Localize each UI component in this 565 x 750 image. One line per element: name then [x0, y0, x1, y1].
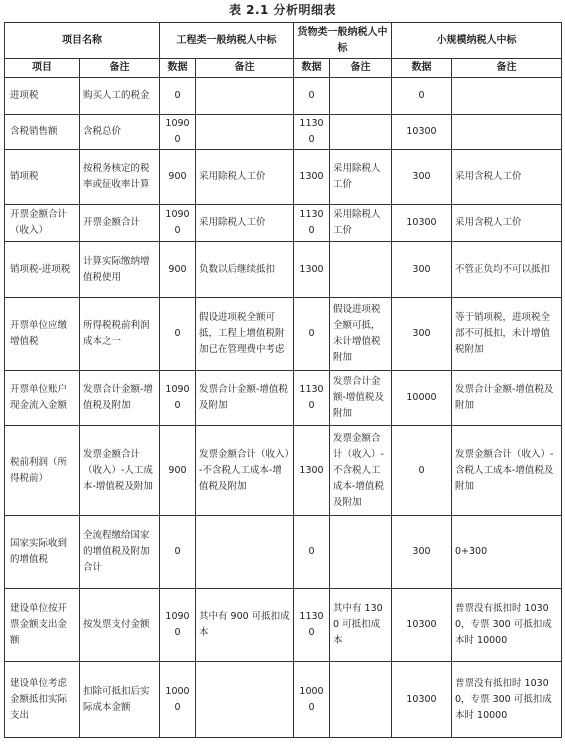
goods-value: 1300 — [294, 426, 330, 516]
eng-value: 0 — [160, 516, 196, 589]
goods-note — [330, 115, 392, 150]
goods-note — [330, 516, 392, 589]
small-note: 普票没有抵扣时 10300，专票 300 可抵扣成本时 10000 — [452, 589, 562, 662]
goods-note — [330, 662, 392, 738]
goods-value: 0 — [294, 298, 330, 371]
eng-note: 发票合计金额-增值税及附加 — [196, 371, 294, 426]
eng-note: 采用除税人工价 — [196, 150, 294, 205]
sub-header-row — [5, 59, 562, 78]
row-item: 销项税-进项税 — [5, 242, 80, 298]
goods-note: 其中有 1300 可抵扣成本 — [330, 589, 392, 662]
small-note: 等于销项税，进项税全部不可抵扣，未计增值税附加 — [452, 298, 562, 371]
goods-note: 假设进项税全额可抵，未计增值税附加 — [330, 298, 392, 371]
small-note: 采用含税人工价 — [452, 205, 562, 242]
goods-value: 11300 — [294, 589, 330, 662]
goods-note — [330, 78, 392, 115]
eng-value: 10900 — [160, 589, 196, 662]
eng-value: 10900 — [160, 371, 196, 426]
group-header-row — [5, 23, 562, 59]
table-row — [5, 371, 562, 426]
small-note: 发票金额合计（收入）-含税人工成本-增值税及附加 — [452, 426, 562, 516]
goods-value: 11300 — [294, 115, 330, 150]
small-note: 发票合计金额-增值税及附加 — [452, 371, 562, 426]
row-item: 含税销售额 — [5, 115, 80, 150]
goods-note: 发票金额合计（收入）-不含税人工成本-增值税及附加 — [330, 426, 392, 516]
row-note: 含税总价 — [80, 115, 160, 150]
subheader-item: 项目 — [5, 59, 80, 78]
subheader-eng-note: 备注 — [196, 59, 294, 78]
row-note: 按发票支付金额 — [80, 589, 160, 662]
row-item: 开票金额合计（收入） — [5, 205, 80, 242]
table-row — [5, 298, 562, 371]
small-value: 300 — [392, 516, 452, 589]
small-note — [452, 78, 562, 115]
goods-value: 1300 — [294, 150, 330, 205]
row-item: 税前利润（所得税前） — [5, 426, 80, 516]
row-item: 开票单位应缴增值税 — [5, 298, 80, 371]
header-goods-general: 货物类一般纳税人中标 — [294, 23, 392, 59]
row-note: 计算实际缴纳增值税使用 — [80, 242, 160, 298]
small-note — [452, 115, 562, 150]
small-value: 0 — [392, 426, 452, 516]
eng-note: 负数以后继续抵扣 — [196, 242, 294, 298]
small-value: 0 — [392, 78, 452, 115]
row-note: 扣除可抵扣后实际成本金额 — [80, 662, 160, 738]
eng-value: 10900 — [160, 205, 196, 242]
small-value: 300 — [392, 242, 452, 298]
eng-note — [196, 662, 294, 738]
goods-note: 采用除税人工价 — [330, 205, 392, 242]
small-value: 10300 — [392, 115, 452, 150]
small-value: 10000 — [392, 371, 452, 426]
small-value: 300 — [392, 298, 452, 371]
table-caption: 表 2.1 分析明细表 — [228, 3, 337, 17]
small-value: 10300 — [392, 662, 452, 738]
eng-value: 0 — [160, 298, 196, 371]
table-row — [5, 150, 562, 205]
table-row — [5, 426, 562, 516]
goods-note: 发票合计金额-增值税及附加 — [330, 371, 392, 426]
table-row — [5, 242, 562, 298]
eng-note: 发票金额合计（收入）-不含税人工成本-增值税及附加 — [196, 426, 294, 516]
eng-note — [196, 115, 294, 150]
small-note: 0+300 — [452, 516, 562, 589]
table-row — [5, 662, 562, 738]
small-note: 普票没有抵扣时 10300，专票 300 可抵扣成本时 10000 — [452, 662, 562, 738]
subheader-eng-data: 数据 — [160, 59, 196, 78]
goods-value: 11300 — [294, 205, 330, 242]
row-note: 开票金额合计 — [80, 205, 160, 242]
header-project-name: 项目名称 — [5, 23, 160, 59]
row-note: 按税务核定的税率或征收率计算 — [80, 150, 160, 205]
small-value: 10300 — [392, 589, 452, 662]
goods-value: 11300 — [294, 371, 330, 426]
row-item: 国家实际收到的增值税 — [5, 516, 80, 589]
table-row — [5, 205, 562, 242]
row-note: 发票合计金额-增值税及附加 — [80, 371, 160, 426]
row-item: 销项税 — [5, 150, 80, 205]
eng-note: 假设进项税全额可抵，工程上增值税附加已在管理费中考虑 — [196, 298, 294, 371]
header-small-scale: 小规模纳税人中标 — [392, 23, 562, 59]
subheader-note: 备注 — [80, 59, 160, 78]
eng-note: 其中有 900 可抵扣成本 — [196, 589, 294, 662]
eng-value: 10000 — [160, 662, 196, 738]
row-item: 建设单位按开票金额支出金额 — [5, 589, 80, 662]
goods-note — [330, 242, 392, 298]
row-item: 开票单位账户现金流入金额 — [5, 371, 80, 426]
row-note: 全流程缴给国家的增值税及附加合计 — [80, 516, 160, 589]
header-engineering-general: 工程类一般纳税人中标 — [160, 23, 294, 59]
table-row — [5, 115, 562, 150]
subheader-goods-note: 备注 — [330, 59, 392, 78]
subheader-small-data: 数据 — [392, 59, 452, 78]
row-note: 购买人工的税金 — [80, 78, 160, 115]
table-row — [5, 589, 562, 662]
row-item: 进项税 — [5, 78, 80, 115]
subheader-goods-data: 数据 — [294, 59, 330, 78]
eng-value: 900 — [160, 426, 196, 516]
goods-value: 1300 — [294, 242, 330, 298]
row-note: 发票金额合计（收入）-人工成本-增值税及附加 — [80, 426, 160, 516]
eng-value: 900 — [160, 150, 196, 205]
eng-value: 10900 — [160, 115, 196, 150]
row-note: 所得税税前利润成本之一 — [80, 298, 160, 371]
small-note: 不管正负均不可以抵扣 — [452, 242, 562, 298]
table-row — [5, 78, 562, 115]
goods-value: 0 — [294, 516, 330, 589]
analysis-table — [4, 22, 562, 738]
small-value: 10300 — [392, 205, 452, 242]
eng-note: 采用除税人工价 — [196, 205, 294, 242]
eng-value: 0 — [160, 78, 196, 115]
subheader-small-note: 备注 — [452, 59, 562, 78]
eng-note — [196, 516, 294, 589]
small-value: 300 — [392, 150, 452, 205]
goods-value: 0 — [294, 78, 330, 115]
small-note: 采用含税人工价 — [452, 150, 562, 205]
goods-note: 采用除税人工价 — [330, 150, 392, 205]
eng-note — [196, 78, 294, 115]
table-row — [5, 516, 562, 589]
row-item: 建设单位考虑金额抵扣实际支出 — [5, 662, 80, 738]
goods-value: 10000 — [294, 662, 330, 738]
eng-value: 900 — [160, 242, 196, 298]
